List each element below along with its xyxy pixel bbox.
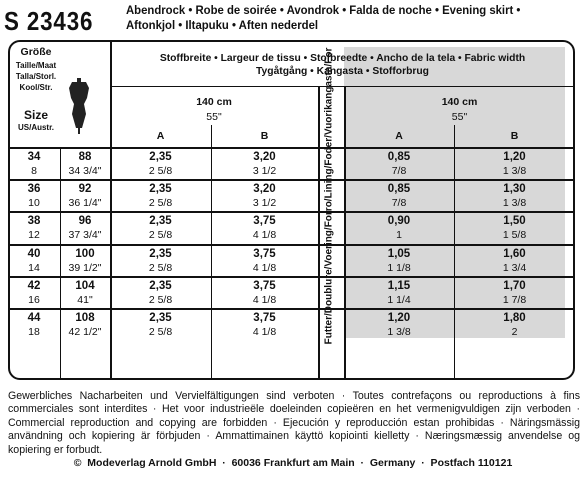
size-eu: 40 bbox=[27, 248, 41, 260]
view-a-yards: 2 5/8 bbox=[148, 229, 173, 241]
view-b-meters: 3,20 bbox=[253, 183, 276, 195]
lining-a-meters: 0,85 bbox=[387, 151, 411, 163]
lining-b-yards: 1 7/8 bbox=[502, 294, 527, 306]
grid-line-row bbox=[8, 244, 575, 246]
view-b-meters: 3,75 bbox=[253, 215, 276, 227]
size-us-subheading: US/Austr. bbox=[17, 123, 54, 132]
grid-line-row bbox=[8, 211, 575, 213]
lining-b-yards: 1 3/8 bbox=[502, 197, 527, 209]
grid-line-fabric bbox=[110, 86, 575, 87]
lining-a-yards: 1 bbox=[396, 229, 402, 241]
size-heading-translation: Taille/Maat bbox=[15, 61, 57, 70]
hip-in: 41" bbox=[77, 294, 93, 306]
view-b-meters: 3,75 bbox=[253, 312, 276, 324]
view-a-yards: 2 5/8 bbox=[148, 197, 173, 209]
view-b-yards: 3 1/2 bbox=[252, 197, 277, 209]
lining-a-meters: 0,90 bbox=[387, 215, 411, 227]
view-b-meters: 3,75 bbox=[253, 248, 276, 260]
lining-vertical-text: Futter/Doublure/Voering/Forro/Lining/Foder/Vuorikangasta/For bbox=[323, 47, 335, 345]
lining-a-yards: 7/8 bbox=[391, 197, 407, 209]
view-a-yards: 2 5/8 bbox=[148, 262, 173, 274]
grid-line-header bbox=[8, 147, 575, 149]
view-a-yards: 2 5/8 bbox=[148, 294, 173, 306]
size-heading-translation: Talla/Storl. bbox=[15, 72, 57, 81]
size-us: 18 bbox=[28, 326, 40, 338]
hip-cm: 104 bbox=[75, 280, 95, 292]
lining-b-meters: 1,60 bbox=[503, 248, 526, 260]
lining-a-meters: 1,05 bbox=[387, 248, 411, 260]
lining-a-meters: 0,85 bbox=[387, 183, 411, 195]
lining-a-yards: 7/8 bbox=[391, 165, 407, 177]
size-us: 14 bbox=[28, 262, 40, 274]
view-b-yards: 4 1/8 bbox=[252, 326, 277, 338]
view-b-yards: 4 1/8 bbox=[252, 294, 277, 306]
view-b-meters: 3,20 bbox=[253, 151, 276, 163]
view-a-yards: 2 5/8 bbox=[148, 165, 173, 177]
hip-in: 39 1/2" bbox=[68, 262, 102, 274]
size-eu: 44 bbox=[27, 312, 41, 324]
footer-copyright: Gewerbliches Nacharbeiten und Vervielfältigungen sind verboten · Toutes contrefaçons ou reproductions à fins commerciales sont interdites · Het voor industrieële doeleinden copieëren en het vermenigvuldigen zijn verboden · Commercial reproduction and copying are forbidden · Ejecución y reproducción estan prohibidas · Näringsmässig användning och kopiering är förbjuden · Ammattimainen käyttö kopiointi kielletty · Næringsmæssig anvendelse og kopiering er forbudt. bbox=[8, 390, 580, 456]
lining-a-meters: 1,20 bbox=[387, 312, 411, 324]
lining-b-yards: 2 bbox=[511, 326, 518, 338]
lining-a-yards: 1 1/8 bbox=[387, 262, 411, 274]
size-us: 8 bbox=[31, 165, 37, 177]
hip-cm: 88 bbox=[78, 151, 92, 163]
lining-width-cm: 140 cm bbox=[441, 96, 478, 108]
view-b-yards: 3 1/2 bbox=[252, 165, 277, 177]
size-us: 10 bbox=[28, 197, 40, 209]
garment-title-line-2: Aftonkjol • Iltapuku • Aften nederdel bbox=[126, 18, 319, 32]
fabric-width-heading-2: Tygåtgång • Kangasta • Stofforbrug bbox=[256, 66, 429, 77]
view-a-meters: 2,35 bbox=[149, 215, 172, 227]
view-a-meters: 2,35 bbox=[149, 280, 172, 292]
lining-b-meters: 1,30 bbox=[503, 183, 526, 195]
view-a-meters: 2,35 bbox=[149, 248, 172, 260]
garment-title-line-1: Abendrock • Robe de soirée • Avondrok • Falda de noche • Evening skirt • bbox=[126, 3, 521, 17]
grid-line-row bbox=[8, 276, 575, 278]
hip-cm: 92 bbox=[78, 183, 92, 195]
view-b-yards: 4 1/8 bbox=[252, 229, 277, 241]
grid-line-row bbox=[8, 179, 575, 181]
lining-b-yards: 1 5/8 bbox=[502, 229, 527, 241]
lining-b-yards: 1 3/8 bbox=[502, 165, 527, 177]
hip-in: 42 1/2" bbox=[68, 326, 102, 338]
dress-form-icon bbox=[66, 78, 92, 136]
lining-b-meters: 1,80 bbox=[503, 312, 526, 324]
footer-publisher: © Modeverlag Arnold GmbH · 60036 Frankfurt am Main · Germany · Postfach 110121 bbox=[73, 457, 513, 469]
lining-column-b-heading: B bbox=[510, 130, 519, 142]
size-eu: 36 bbox=[27, 183, 41, 195]
hip-in: 34 3/4" bbox=[68, 165, 102, 177]
hip-in: 37 3/4" bbox=[68, 229, 102, 241]
hip-cm: 96 bbox=[78, 215, 92, 227]
hip-cm: 100 bbox=[75, 248, 95, 260]
size-heading: Größe bbox=[20, 46, 52, 58]
view-a-meters: 2,35 bbox=[149, 151, 172, 163]
lining-a-yards: 1 3/8 bbox=[387, 326, 411, 338]
lining-column-a-heading: A bbox=[395, 130, 403, 142]
fabric-width-heading: Stoffbreite • Largeur de tissu • Stofbreedte • Ancho de la tela • Fabric width bbox=[159, 53, 526, 64]
grid-line-row bbox=[8, 308, 575, 310]
view-b-meters: 3,75 bbox=[253, 280, 276, 292]
lining-width-in: 55" bbox=[451, 111, 468, 123]
size-heading-translation: Kool/Str. bbox=[19, 83, 53, 92]
main-width-cm: 140 cm bbox=[196, 96, 232, 108]
view-a-yards: 2 5/8 bbox=[148, 326, 173, 338]
lining-b-meters: 1,50 bbox=[503, 215, 526, 227]
column-b-heading: B bbox=[260, 130, 269, 142]
lining-a-yards: 1 1/4 bbox=[387, 294, 411, 306]
size-us-heading: Size bbox=[23, 108, 48, 122]
main-width-in: 55" bbox=[206, 111, 222, 123]
column-a-heading: A bbox=[156, 130, 165, 142]
lining-b-yards: 1 3/4 bbox=[502, 262, 527, 274]
size-us: 16 bbox=[28, 294, 40, 306]
hip-cm: 108 bbox=[75, 312, 95, 324]
size-us: 12 bbox=[28, 229, 40, 241]
garment-title bbox=[126, 3, 546, 33]
size-eu: 38 bbox=[27, 215, 41, 227]
size-eu: 42 bbox=[27, 280, 41, 292]
size-eu: 34 bbox=[27, 151, 41, 163]
pattern-number: S 23436 bbox=[4, 6, 94, 36]
hip-in: 36 1/4" bbox=[68, 197, 102, 209]
view-b-yards: 4 1/8 bbox=[252, 262, 277, 274]
lining-vertical-label bbox=[318, 47, 340, 345]
lining-b-meters: 1,20 bbox=[503, 151, 526, 163]
view-a-meters: 2,35 bbox=[149, 312, 172, 324]
view-a-meters: 2,35 bbox=[149, 183, 172, 195]
lining-b-meters: 1,70 bbox=[503, 280, 526, 292]
lining-a-meters: 1,15 bbox=[387, 280, 411, 292]
